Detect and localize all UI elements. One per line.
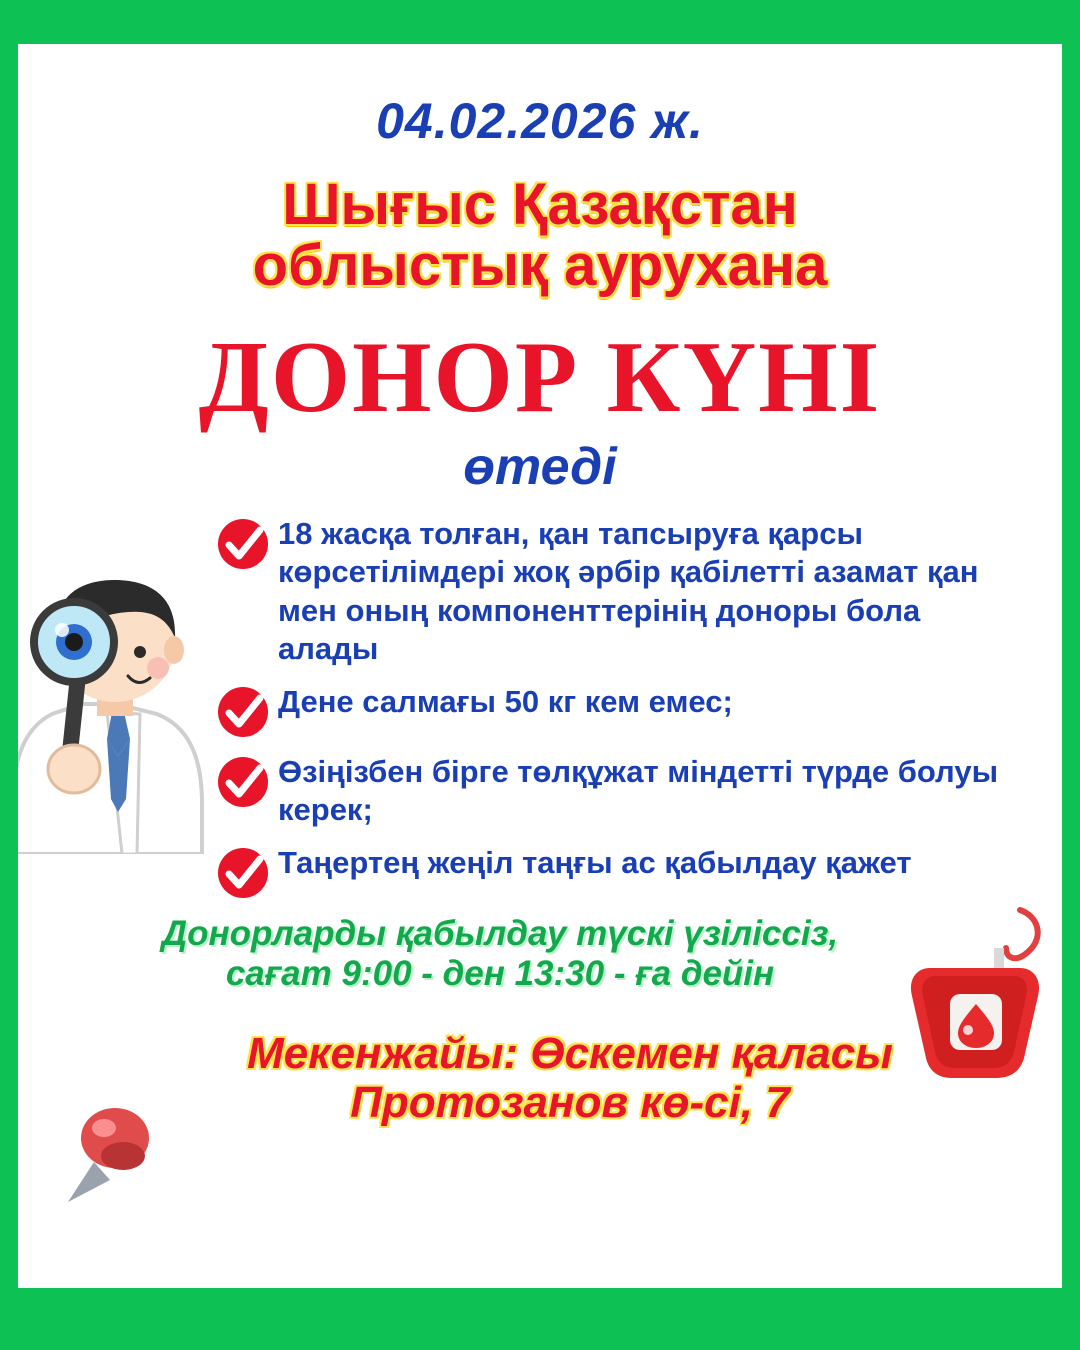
list-item: [216, 515, 1026, 669]
doctor-with-magnifier-icon: [18, 564, 222, 854]
hospital-name-line2: облыстық аурухана: [252, 233, 828, 299]
page-title: ДОНОР КҮНІ: [198, 320, 882, 434]
address-line1: Мекенжайы: Өскемен қаласы: [247, 1028, 893, 1078]
page-subtitle: өтеді: [463, 437, 617, 496]
hospital-name: [48, 174, 1032, 297]
list-item: [216, 844, 1026, 900]
list-item: [216, 683, 1026, 739]
event-date: 04.02.2026 ж.: [376, 93, 704, 149]
list-item-label: Дене салмағы 50 кг кем емес;: [278, 683, 733, 719]
hospital-name-line1: Шығыс Қазақстан: [282, 172, 798, 237]
red-check-icon: [216, 846, 270, 900]
map-pin-icon: [60, 1098, 170, 1218]
address-text: [48, 1029, 1032, 1128]
poster-sheet: [18, 44, 1062, 1288]
schedule-text: [48, 914, 1032, 995]
list-item-label: Таңертең жеңіл таңғы ас қабылдау қажет: [278, 844, 912, 880]
list-item-label: Өзіңізбен бірге төлқұжат міндетті түрде болуы керек;: [278, 753, 999, 828]
schedule-line1: Донорларды қабылдау түскі үзіліссіз,: [161, 913, 839, 953]
red-check-icon: [216, 517, 270, 571]
list-item-label: 18 жасқа толған, қан тапсыруға қарсы көрсетілімдері жоқ әрбір қабілетті азамат қан мен оның компоненттерінің доноры бола алады: [278, 515, 979, 667]
list-item: [216, 753, 1026, 830]
schedule-line2: сағат 9:00 - ден 13:30 - ға дейін: [225, 954, 775, 994]
red-check-icon: [216, 755, 270, 809]
red-check-icon: [216, 685, 270, 739]
address-line2: Протозанов кө-сі, 7: [350, 1078, 790, 1128]
blood-bag-icon: [902, 902, 1052, 1082]
